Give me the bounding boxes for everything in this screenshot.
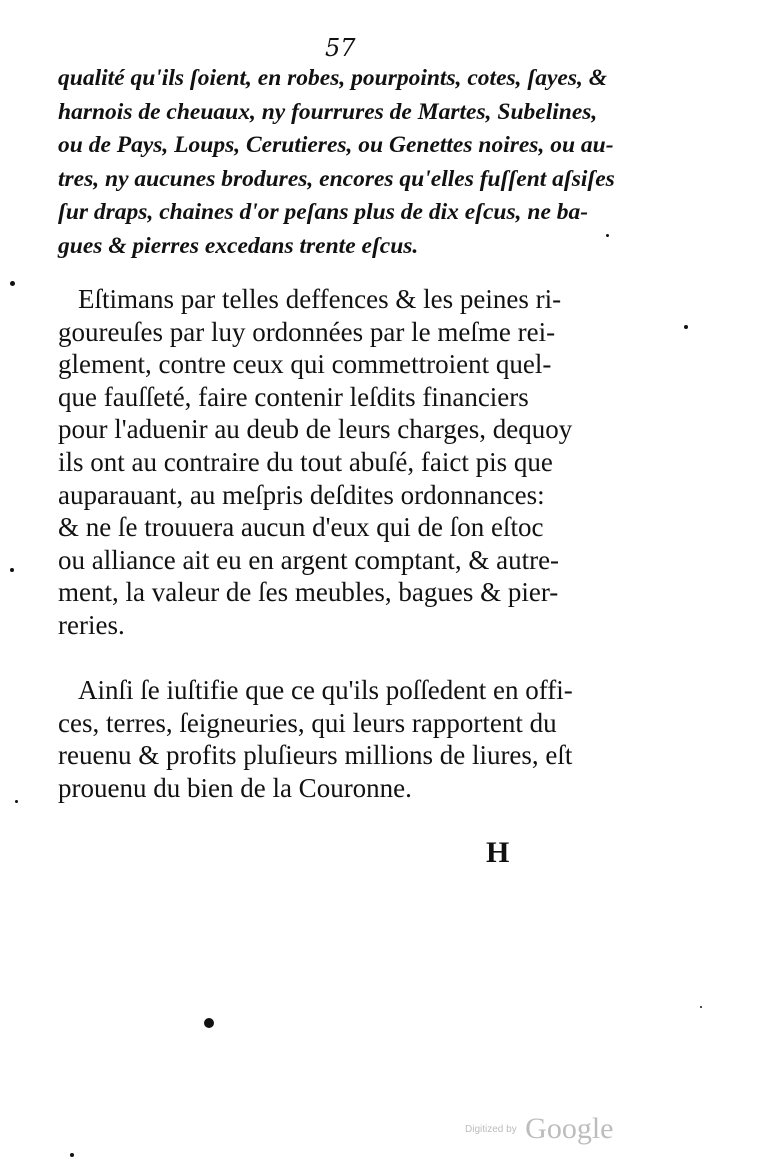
text-line: glement, contre ceux qui commettroient quel- bbox=[58, 349, 552, 380]
ink-speck-decorative bbox=[700, 1006, 702, 1008]
ink-speck-decorative bbox=[15, 800, 18, 803]
ink-speck-decorative bbox=[204, 1018, 214, 1028]
digitized-by-label: Digitized by bbox=[465, 1123, 517, 1135]
text-line: auparauant, au meſpris deſdites ordonnances: bbox=[58, 479, 545, 510]
ink-speck-decorative bbox=[10, 281, 15, 286]
page-number: 57 bbox=[325, 34, 356, 62]
text-line: que fauſſeté, faire contenir leſdits financiers bbox=[58, 381, 529, 412]
text-line: goureuſes par luy ordonnées par le meſme rei- bbox=[58, 316, 556, 347]
paragraph-ainsi bbox=[58, 674, 658, 804]
text-line: gues & pierres excedans trente eſcus. bbox=[58, 232, 419, 259]
text-line: ment, la valeur de ſes meubles, bagues & pier- bbox=[58, 577, 559, 608]
google-logo-text: Google bbox=[525, 1112, 614, 1145]
text-line: Ainſi ſe iuſtifie que ce qu'ils poſſedent en offi- bbox=[78, 675, 573, 705]
text-line: prouenu du bien de la Couronne. bbox=[58, 772, 412, 803]
text-line: harnois de cheuaux, ny fourrures de Martes, Subelines, bbox=[58, 98, 598, 125]
text-line: qualité qu'ils ſoient, en robes, pourpoints, cotes, ſayes, & bbox=[58, 65, 608, 91]
text-line: ou alliance ait eu en argent comptant, & autre- bbox=[58, 544, 560, 575]
ink-speck-decorative bbox=[70, 1153, 74, 1157]
text-line: reries. bbox=[58, 609, 125, 640]
ink-speck-decorative bbox=[606, 234, 609, 237]
text-line: ces, terres, ſeigneuries, qui leurs rapportent du bbox=[58, 707, 557, 738]
signature-mark: H bbox=[486, 836, 510, 869]
text-line: & ne ſe trouuera aucun d'eux qui de ſon eſtoc bbox=[58, 512, 544, 543]
paragraph-estimans bbox=[58, 283, 658, 642]
text-line: pour l'aduenir au deub de leurs charges, dequoy bbox=[58, 414, 573, 445]
google-digitizer-watermark bbox=[465, 1112, 613, 1146]
text-line: Eſtimans par telles deffences & les peines ri- bbox=[78, 284, 562, 314]
text-line: ſur draps, chaines d'or peſans plus de dix eſcus, ne ba- bbox=[58, 199, 589, 225]
quoted-ordinance-text bbox=[58, 62, 643, 263]
text-line: reuenu & profits pluſieurs millions de liures, eſt bbox=[58, 740, 573, 771]
text-line: ils ont au contraire du tout abuſé, faict pis que bbox=[58, 446, 553, 477]
ink-speck-decorative bbox=[684, 325, 688, 329]
ink-speck-decorative bbox=[10, 568, 14, 572]
text-line: ou de Pays, Loups, Cerutieres, ou Genettes noires, ou au- bbox=[58, 132, 614, 158]
text-line: tres, ny aucunes brodures, encores qu'elles fuſſent aſsiſes bbox=[58, 165, 615, 192]
